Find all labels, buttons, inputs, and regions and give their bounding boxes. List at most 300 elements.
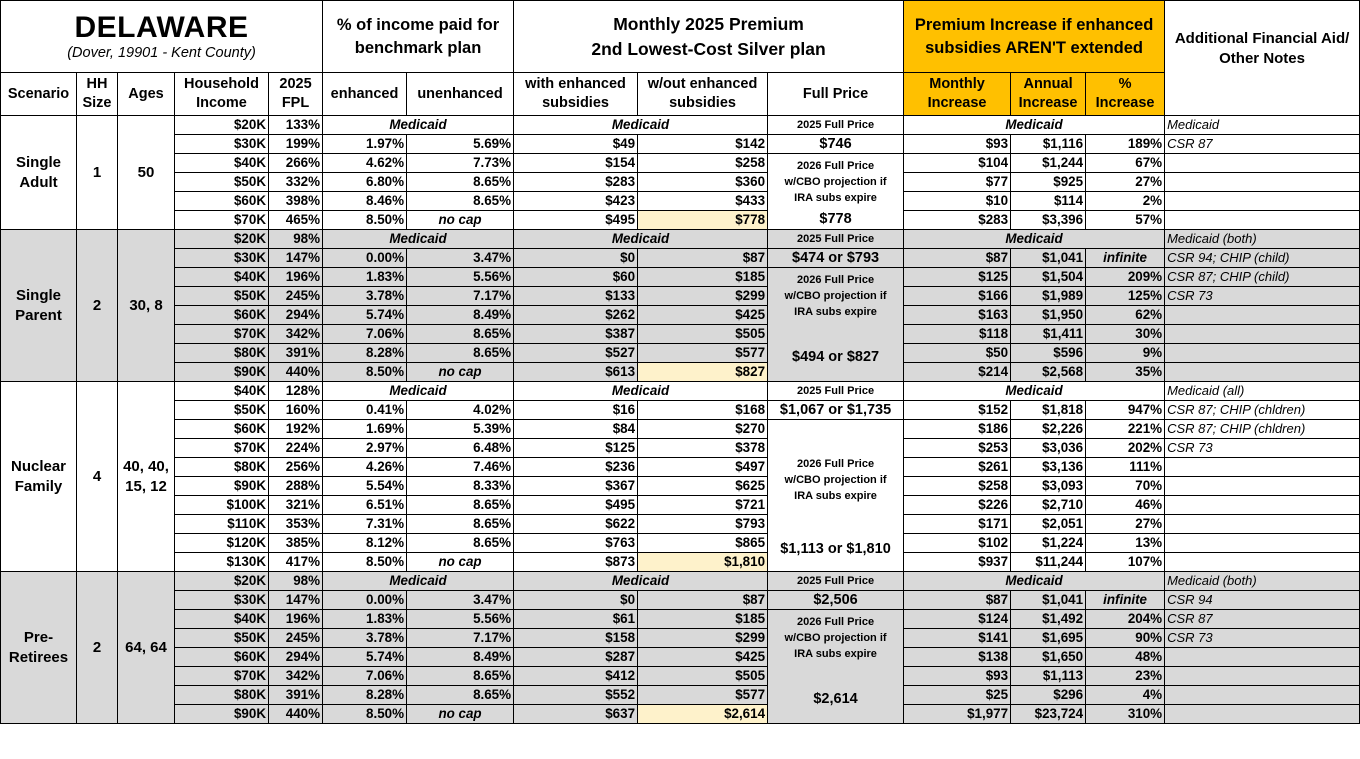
medicaid-label: Medicaid xyxy=(514,382,768,401)
medicaid-label: Medicaid xyxy=(904,230,1165,249)
with-enhanced-cell: $60 xyxy=(514,268,638,287)
income-cell: $30K xyxy=(175,591,269,610)
enhanced-pct-cell: 7.31% xyxy=(323,515,407,534)
note-cell: CSR 94; CHIP (child) xyxy=(1165,249,1360,268)
annual-increase-cell: $296 xyxy=(1011,686,1086,705)
fpl-cell: 332% xyxy=(269,173,323,192)
pct-increase-cell: 221% xyxy=(1086,420,1165,439)
table-row xyxy=(1,287,1360,306)
note-cell xyxy=(1165,534,1360,553)
monthly-increase-cell: $77 xyxy=(904,173,1011,192)
full-price-2026-group xyxy=(768,268,904,382)
medicaid-label: Medicaid xyxy=(323,230,514,249)
without-enhanced-cell: $778 xyxy=(638,211,768,230)
with-enhanced-cell: $495 xyxy=(514,496,638,515)
note-cell xyxy=(1165,667,1360,686)
monthly-increase-cell: $152 xyxy=(904,401,1011,420)
note-cell: Medicaid xyxy=(1165,116,1360,135)
medicaid-label: Medicaid xyxy=(323,572,514,591)
note-cell xyxy=(1165,515,1360,534)
annual-increase-cell: $1,116 xyxy=(1011,135,1086,154)
annual-increase-cell: $1,041 xyxy=(1011,249,1086,268)
with-enhanced-cell: $0 xyxy=(514,591,638,610)
full-price-2026-group xyxy=(768,154,904,230)
table-row xyxy=(1,420,1360,439)
page-subtitle: (Dover, 19901 - Kent County) xyxy=(67,44,256,61)
full-price-2025-label: 2025 Full Price xyxy=(768,382,904,401)
monthly-increase-cell: $118 xyxy=(904,325,1011,344)
pct-increase-cell: 125% xyxy=(1086,287,1165,306)
ages-cell: 50 xyxy=(118,116,175,230)
monthly-increase-cell: $125 xyxy=(904,268,1011,287)
without-enhanced-cell: $505 xyxy=(638,667,768,686)
fpl-cell: 98% xyxy=(269,230,323,249)
table-row xyxy=(1,534,1360,553)
medicaid-label: Medicaid xyxy=(514,572,768,591)
annual-increase-cell: $2,051 xyxy=(1011,515,1086,534)
monthly-increase-cell: $87 xyxy=(904,591,1011,610)
note-cell: CSR 73 xyxy=(1165,629,1360,648)
note-cell xyxy=(1165,173,1360,192)
full-price-2025-value: $2,506 xyxy=(768,591,904,610)
unenhanced-pct-cell: 6.48% xyxy=(407,439,514,458)
unenhanced-pct-cell: 8.65% xyxy=(407,344,514,363)
col-fpl: 2025 FPL xyxy=(269,73,323,116)
monthly-increase-cell: $102 xyxy=(904,534,1011,553)
col-full-price: Full Price xyxy=(768,73,904,116)
monthly-increase-cell: $141 xyxy=(904,629,1011,648)
monthly-increase-cell: $1,977 xyxy=(904,705,1011,724)
note-cell xyxy=(1165,458,1360,477)
fpl-cell: 321% xyxy=(269,496,323,515)
unenhanced-pct-cell: 5.56% xyxy=(407,268,514,287)
without-enhanced-cell: $299 xyxy=(638,629,768,648)
pct-increase-cell: 57% xyxy=(1086,211,1165,230)
income-cell: $30K xyxy=(175,249,269,268)
with-enhanced-cell: $387 xyxy=(514,325,638,344)
note-cell: CSR 94 xyxy=(1165,591,1360,610)
medicaid-label: Medicaid xyxy=(323,116,514,135)
note-cell xyxy=(1165,477,1360,496)
enhanced-pct-cell: 4.26% xyxy=(323,458,407,477)
with-enhanced-cell: $495 xyxy=(514,211,638,230)
unenhanced-pct-cell: 5.56% xyxy=(407,610,514,629)
fpl-cell: 440% xyxy=(269,705,323,724)
monthly-increase-cell: $104 xyxy=(904,154,1011,173)
without-enhanced-cell: $793 xyxy=(638,515,768,534)
with-enhanced-cell: $158 xyxy=(514,629,638,648)
full-price-2026-value: $778 xyxy=(819,211,852,227)
without-enhanced-cell: $505 xyxy=(638,325,768,344)
with-enhanced-cell: $613 xyxy=(514,363,638,382)
ages-cell: 64, 64 xyxy=(118,572,175,724)
note-cell xyxy=(1165,192,1360,211)
income-cell: $120K xyxy=(175,534,269,553)
unenhanced-pct-cell: 3.47% xyxy=(407,249,514,268)
without-enhanced-cell: $258 xyxy=(638,154,768,173)
note-cell: CSR 87 xyxy=(1165,610,1360,629)
annual-increase-cell: $1,695 xyxy=(1011,629,1086,648)
pct-increase-cell: infinite xyxy=(1086,249,1165,268)
without-enhanced-cell: $433 xyxy=(638,192,768,211)
without-enhanced-cell: $87 xyxy=(638,591,768,610)
table-row xyxy=(1,154,1360,173)
income-cell: $20K xyxy=(175,230,269,249)
annual-increase-cell: $1,504 xyxy=(1011,268,1086,287)
annual-increase-cell: $11,244 xyxy=(1011,553,1086,572)
enhanced-pct-cell: 4.62% xyxy=(323,154,407,173)
ages-cell: 30, 8 xyxy=(118,230,175,382)
income-cell: $40K xyxy=(175,154,269,173)
monthly-increase-cell: $166 xyxy=(904,287,1011,306)
enhanced-pct-cell: 8.28% xyxy=(323,344,407,363)
with-enhanced-cell: $154 xyxy=(514,154,638,173)
col-hh: HH Size xyxy=(77,73,118,116)
table-row xyxy=(1,249,1360,268)
without-enhanced-cell: $168 xyxy=(638,401,768,420)
pct-increase-cell: 202% xyxy=(1086,439,1165,458)
income-cell: $80K xyxy=(175,686,269,705)
note-cell: CSR 87; CHIP (chldren) xyxy=(1165,420,1360,439)
annual-increase-cell: $1,950 xyxy=(1011,306,1086,325)
unenhanced-pct-cell: 8.65% xyxy=(407,515,514,534)
with-enhanced-cell: $16 xyxy=(514,401,638,420)
without-enhanced-cell: $378 xyxy=(638,439,768,458)
with-enhanced-cell: $622 xyxy=(514,515,638,534)
income-cell: $50K xyxy=(175,629,269,648)
note-cell: Medicaid (all) xyxy=(1165,382,1360,401)
income-cell: $20K xyxy=(175,116,269,135)
unenhanced-pct-cell: 7.17% xyxy=(407,629,514,648)
table-row xyxy=(1,610,1360,629)
pct-increase-cell: 23% xyxy=(1086,667,1165,686)
monthly-increase-cell: $258 xyxy=(904,477,1011,496)
annual-increase-cell: $3,396 xyxy=(1011,211,1086,230)
with-enhanced-cell: $236 xyxy=(514,458,638,477)
income-cell: $90K xyxy=(175,477,269,496)
income-cell: $30K xyxy=(175,135,269,154)
hh-size-cell: 2 xyxy=(77,230,118,382)
fpl-cell: 160% xyxy=(269,401,323,420)
fpl-cell: 288% xyxy=(269,477,323,496)
medicaid-label: Medicaid xyxy=(904,572,1165,591)
income-cell: $80K xyxy=(175,344,269,363)
full-price-2026-label: 2026 Full Price w/CBO projection if IRA subs expire xyxy=(784,160,887,204)
annual-increase-cell: $23,724 xyxy=(1011,705,1086,724)
table-row xyxy=(1,572,1360,591)
without-enhanced-cell: $270 xyxy=(638,420,768,439)
col-annual-inc: Annual Increase xyxy=(1011,73,1086,116)
full-price-2026-value: $494 or $827 xyxy=(792,349,880,365)
col-unenhanced: unenhanced xyxy=(407,73,514,116)
with-enhanced-cell: $412 xyxy=(514,667,638,686)
pct-increase-cell: infinite xyxy=(1086,591,1165,610)
with-enhanced-cell: $125 xyxy=(514,439,638,458)
without-enhanced-cell: $87 xyxy=(638,249,768,268)
fpl-cell: 417% xyxy=(269,553,323,572)
with-enhanced-cell: $763 xyxy=(514,534,638,553)
note-cell xyxy=(1165,553,1360,572)
pct-increase-cell: 70% xyxy=(1086,477,1165,496)
enhanced-pct-cell: 8.28% xyxy=(323,686,407,705)
table-row xyxy=(1,477,1360,496)
full-price-2026-label: 2026 Full Price w/CBO projection if IRA subs expire xyxy=(784,274,887,318)
no-cap-label: no cap xyxy=(407,705,514,724)
annual-increase-cell: $2,226 xyxy=(1011,420,1086,439)
table-row xyxy=(1,553,1360,572)
table-row xyxy=(1,686,1360,705)
fpl-cell: 391% xyxy=(269,686,323,705)
unenhanced-pct-cell: 5.69% xyxy=(407,135,514,154)
enhanced-pct-cell: 7.06% xyxy=(323,667,407,686)
note-cell xyxy=(1165,154,1360,173)
monthly-increase-cell: $253 xyxy=(904,439,1011,458)
no-cap-label: no cap xyxy=(407,363,514,382)
enhanced-pct-cell: 3.78% xyxy=(323,629,407,648)
enhanced-pct-cell: 8.50% xyxy=(323,211,407,230)
unenhanced-pct-cell: 8.65% xyxy=(407,325,514,344)
note-cell xyxy=(1165,211,1360,230)
note-cell xyxy=(1165,686,1360,705)
table-row xyxy=(1,515,1360,534)
annual-increase-cell: $1,113 xyxy=(1011,667,1086,686)
income-cell: $60K xyxy=(175,420,269,439)
table-row xyxy=(1,496,1360,515)
table-row xyxy=(1,648,1360,667)
full-price-2025-value: $474 or $793 xyxy=(768,249,904,268)
note-cell: Medicaid (both) xyxy=(1165,230,1360,249)
annual-increase-cell: $114 xyxy=(1011,192,1086,211)
monthly-increase-cell: $138 xyxy=(904,648,1011,667)
enhanced-pct-cell: 6.80% xyxy=(323,173,407,192)
income-cell: $90K xyxy=(175,363,269,382)
no-cap-label: no cap xyxy=(407,553,514,572)
annual-increase-cell: $1,411 xyxy=(1011,325,1086,344)
income-cell: $70K xyxy=(175,667,269,686)
income-cell: $80K xyxy=(175,458,269,477)
income-cell: $50K xyxy=(175,173,269,192)
fpl-cell: 147% xyxy=(269,249,323,268)
income-cell: $60K xyxy=(175,192,269,211)
pct-increase-cell: 35% xyxy=(1086,363,1165,382)
table-row xyxy=(1,230,1360,249)
annual-increase-cell: $3,136 xyxy=(1011,458,1086,477)
scenario-cell: Single Parent xyxy=(1,230,77,382)
enhanced-pct-cell: 2.97% xyxy=(323,439,407,458)
pct-increase-cell: 204% xyxy=(1086,610,1165,629)
enhanced-pct-cell: 1.97% xyxy=(323,135,407,154)
scenario-cell: Nuclear Family xyxy=(1,382,77,572)
monthly-increase-cell: $937 xyxy=(904,553,1011,572)
table-row xyxy=(1,306,1360,325)
income-cell: $70K xyxy=(175,325,269,344)
fpl-cell: 192% xyxy=(269,420,323,439)
ages-cell: 40, 40, 15, 12 xyxy=(118,382,175,572)
monthly-increase-cell: $124 xyxy=(904,610,1011,629)
with-enhanced-cell: $287 xyxy=(514,648,638,667)
enhanced-pct-cell: 5.54% xyxy=(323,477,407,496)
fpl-cell: 385% xyxy=(269,534,323,553)
monthly-increase-cell: $50 xyxy=(904,344,1011,363)
pct-increase-cell: 9% xyxy=(1086,344,1165,363)
fpl-cell: 398% xyxy=(269,192,323,211)
monthly-increase-cell: $186 xyxy=(904,420,1011,439)
monthly-increase-cell: $87 xyxy=(904,249,1011,268)
full-price-2026-group xyxy=(768,610,904,724)
monthly-increase-cell: $226 xyxy=(904,496,1011,515)
with-enhanced-cell: $61 xyxy=(514,610,638,629)
enhanced-pct-cell: 0.00% xyxy=(323,591,407,610)
annual-increase-cell: $1,650 xyxy=(1011,648,1086,667)
full-price-2025-label: 2025 Full Price xyxy=(768,230,904,249)
note-cell xyxy=(1165,705,1360,724)
table-row xyxy=(1,363,1360,382)
note-cell: CSR 73 xyxy=(1165,287,1360,306)
col-without-enh: w/out enhanced subsidies xyxy=(638,73,768,116)
full-price-2026-value: $2,614 xyxy=(813,691,858,707)
with-enhanced-cell: $133 xyxy=(514,287,638,306)
table-row xyxy=(1,325,1360,344)
note-cell xyxy=(1165,306,1360,325)
hh-size-cell: 1 xyxy=(77,116,118,230)
unenhanced-pct-cell: 8.65% xyxy=(407,686,514,705)
col-with-enh: with enhanced subsidies xyxy=(514,73,638,116)
pct-increase-cell: 27% xyxy=(1086,515,1165,534)
monthly-increase-cell: $214 xyxy=(904,363,1011,382)
without-enhanced-cell: $827 xyxy=(638,363,768,382)
without-enhanced-cell: $299 xyxy=(638,287,768,306)
without-enhanced-cell: $425 xyxy=(638,306,768,325)
with-enhanced-cell: $637 xyxy=(514,705,638,724)
col-scenario: Scenario xyxy=(1,73,77,116)
unenhanced-pct-cell: 7.17% xyxy=(407,287,514,306)
enhanced-pct-cell: 0.00% xyxy=(323,249,407,268)
annual-increase-cell: $1,818 xyxy=(1011,401,1086,420)
note-cell: CSR 87; CHIP (child) xyxy=(1165,268,1360,287)
with-enhanced-cell: $262 xyxy=(514,306,638,325)
scenario-cell: Single Adult xyxy=(1,116,77,230)
monthly-increase-cell: $25 xyxy=(904,686,1011,705)
table-row xyxy=(1,211,1360,230)
pct-increase-cell: 30% xyxy=(1086,325,1165,344)
full-price-2026-group xyxy=(768,420,904,572)
note-cell xyxy=(1165,344,1360,363)
medicaid-label: Medicaid xyxy=(323,382,514,401)
pct-increase-cell: 27% xyxy=(1086,173,1165,192)
fpl-cell: 224% xyxy=(269,439,323,458)
enhanced-pct-cell: 1.83% xyxy=(323,610,407,629)
table-row xyxy=(1,173,1360,192)
fpl-cell: 245% xyxy=(269,287,323,306)
table-row xyxy=(1,135,1360,154)
income-cell: $110K xyxy=(175,515,269,534)
annual-increase-cell: $3,093 xyxy=(1011,477,1086,496)
enhanced-pct-cell: 8.50% xyxy=(323,553,407,572)
income-cell: $50K xyxy=(175,401,269,420)
unenhanced-pct-cell: 8.65% xyxy=(407,534,514,553)
fpl-cell: 199% xyxy=(269,135,323,154)
fpl-cell: 245% xyxy=(269,629,323,648)
pct-increase-cell: 13% xyxy=(1086,534,1165,553)
fpl-cell: 294% xyxy=(269,648,323,667)
note-cell: CSR 73 xyxy=(1165,439,1360,458)
table-row xyxy=(1,458,1360,477)
unenhanced-pct-cell: 8.65% xyxy=(407,173,514,192)
without-enhanced-cell: $625 xyxy=(638,477,768,496)
pct-increase-cell: 90% xyxy=(1086,629,1165,648)
annual-increase-cell: $1,224 xyxy=(1011,534,1086,553)
pct-increase-cell: 310% xyxy=(1086,705,1165,724)
without-enhanced-cell: $721 xyxy=(638,496,768,515)
full-price-2025-label: 2025 Full Price xyxy=(768,572,904,591)
hh-size-cell: 2 xyxy=(77,572,118,724)
fpl-cell: 98% xyxy=(269,572,323,591)
fpl-cell: 465% xyxy=(269,211,323,230)
enhanced-pct-cell: 0.41% xyxy=(323,401,407,420)
note-cell xyxy=(1165,648,1360,667)
monthly-increase-cell: $261 xyxy=(904,458,1011,477)
table-row xyxy=(1,401,1360,420)
pct-increase-cell: 46% xyxy=(1086,496,1165,515)
enhanced-pct-cell: 1.69% xyxy=(323,420,407,439)
fpl-cell: 196% xyxy=(269,268,323,287)
annual-increase-cell: $1,244 xyxy=(1011,154,1086,173)
fpl-cell: 133% xyxy=(269,116,323,135)
fpl-cell: 342% xyxy=(269,667,323,686)
unenhanced-pct-cell: 7.73% xyxy=(407,154,514,173)
pct-increase-cell: 107% xyxy=(1086,553,1165,572)
annual-increase-cell: $925 xyxy=(1011,173,1086,192)
table-row xyxy=(1,382,1360,401)
income-cell: $130K xyxy=(175,553,269,572)
unenhanced-pct-cell: 8.49% xyxy=(407,306,514,325)
monthly-increase-cell: $283 xyxy=(904,211,1011,230)
fpl-cell: 440% xyxy=(269,363,323,382)
fpl-cell: 266% xyxy=(269,154,323,173)
annual-increase-cell: $1,041 xyxy=(1011,591,1086,610)
full-price-2025-label: 2025 Full Price xyxy=(768,116,904,135)
enhanced-pct-cell: 5.74% xyxy=(323,648,407,667)
without-enhanced-cell: $865 xyxy=(638,534,768,553)
fpl-cell: 128% xyxy=(269,382,323,401)
income-cell: $60K xyxy=(175,306,269,325)
with-enhanced-cell: $84 xyxy=(514,420,638,439)
note-cell: CSR 87 xyxy=(1165,135,1360,154)
page-title: DELAWARE xyxy=(74,10,249,44)
col-ages: Ages xyxy=(118,73,175,116)
full-price-2025-value: $1,067 or $1,735 xyxy=(768,401,904,420)
pct-increase-cell: 111% xyxy=(1086,458,1165,477)
unenhanced-pct-cell: 3.47% xyxy=(407,591,514,610)
with-enhanced-cell: $527 xyxy=(514,344,638,363)
table-row xyxy=(1,439,1360,458)
note-cell: CSR 87; CHIP (chldren) xyxy=(1165,401,1360,420)
pct-increase-cell: 2% xyxy=(1086,192,1165,211)
note-cell xyxy=(1165,496,1360,515)
pct-increase-cell: 67% xyxy=(1086,154,1165,173)
with-enhanced-cell: $49 xyxy=(514,135,638,154)
medicaid-label: Medicaid xyxy=(514,116,768,135)
without-enhanced-cell: $577 xyxy=(638,344,768,363)
pct-increase-cell: 189% xyxy=(1086,135,1165,154)
note-cell xyxy=(1165,363,1360,382)
annual-increase-cell: $2,568 xyxy=(1011,363,1086,382)
enhanced-pct-cell: 1.83% xyxy=(323,268,407,287)
table-row xyxy=(1,591,1360,610)
fpl-cell: 294% xyxy=(269,306,323,325)
income-cell: $100K xyxy=(175,496,269,515)
no-cap-label: no cap xyxy=(407,211,514,230)
